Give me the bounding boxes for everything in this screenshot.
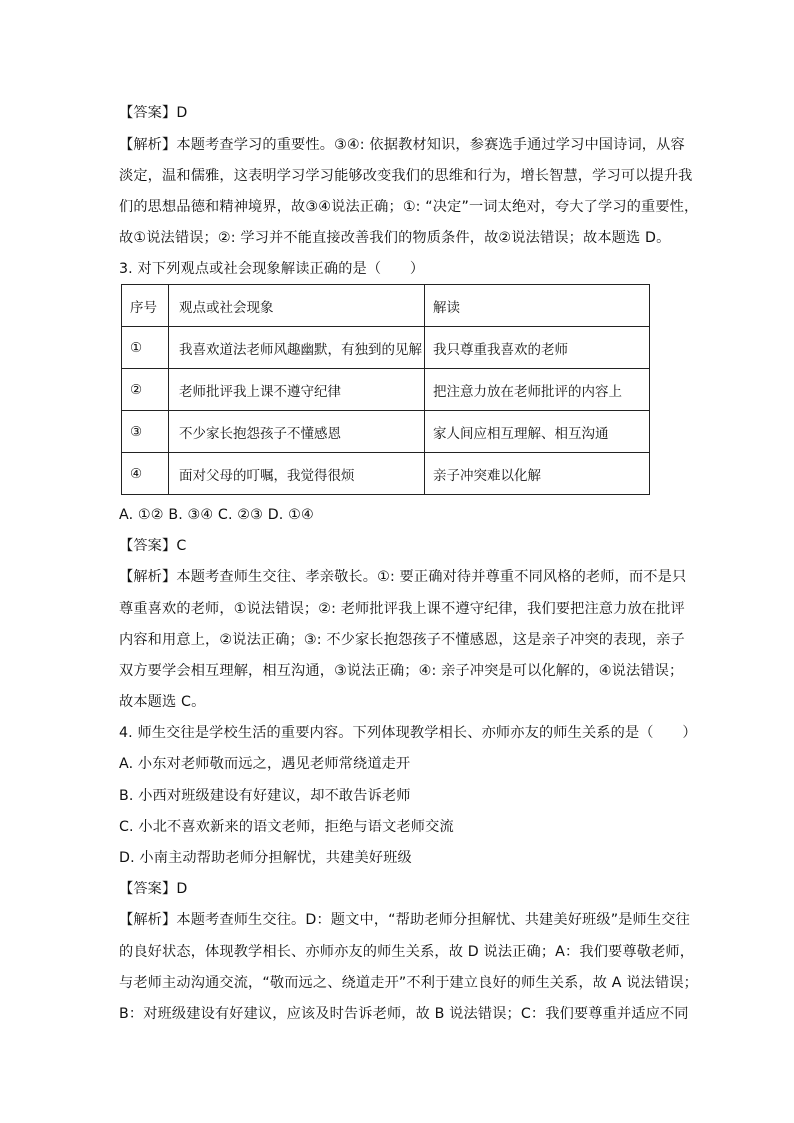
table-header-cell: 观点或社会现象 xyxy=(169,285,425,327)
q3-analysis-line-3: 内容和用意上，②说法正确；③: 不少家长抱怨孩子不懂感恩，这是亲子冲突的表现，亲子 xyxy=(119,632,685,648)
table-row xyxy=(122,411,650,453)
table-cell-explanation: 把注意力放在老师批评的内容上 xyxy=(425,369,650,411)
q3-analysis-line-4: 双方要学会相互理解，相互沟通，③说法正确；④: 亲子冲突是可以化解的，④说法错误； xyxy=(119,663,684,679)
q3-table xyxy=(121,284,650,495)
table-header-cell: 序号 xyxy=(122,285,169,327)
table-header-cell: 解读 xyxy=(425,285,650,327)
q3-options: A. ①② B. ③④ C. ②③ D. ①④ xyxy=(119,507,314,523)
q4-analysis-line-1: 【解析】本题考查师生交往。D：题文中，“帮助老师分担解忧、共建美好班级”是师生交往 xyxy=(119,912,690,928)
table-cell-explanation: 我只尊重我喜欢的老师 xyxy=(425,327,650,369)
q4-stem: 4. 师生交往是学校生活的重要内容。下列体现教学相长、亦师亦友的师生关系的是（ ） xyxy=(119,725,697,741)
table-cell-view: 不少家长抱怨孩子不懂感恩 xyxy=(169,411,425,453)
q3-answer: 【答案】C xyxy=(119,538,187,554)
q4-analysis-line-3: 与老师主动沟通交流，“敬而远之、绕道走开”不利于建立良好的师生关系，故 A 说法错误； xyxy=(119,975,699,991)
q3-analysis-line-5: 故本题选 C。 xyxy=(119,694,206,710)
table-cell-number: ③ xyxy=(122,411,169,453)
q4-answer: 【答案】D xyxy=(119,881,188,897)
table-cell-number: ① xyxy=(122,327,169,369)
table-cell-number: ④ xyxy=(122,453,169,495)
q4-analysis-line-4: B：对班级建设有好建议，应该及时告诉老师，故 B 说法错误；C：我们要尊重并适应不同 xyxy=(119,1006,689,1022)
table-row xyxy=(122,369,650,411)
table-cell-view: 老师批评我上课不遵守纪律 xyxy=(169,369,425,411)
q4-option-d: D. 小南主动帮助老师分担解忧，共建美好班级 xyxy=(119,850,412,866)
table-cell-view: 面对父母的叮嘱，我觉得很烦 xyxy=(169,453,425,495)
table-cell-number: ② xyxy=(122,369,169,411)
q2-analysis-line-1: 【解析】本题考查学习的重要性。③④: 依据教材知识，参赛选手通过学习中国诗词，从容 xyxy=(119,137,685,153)
q3-analysis-line-1: 【解析】本题考查师生交往、孝亲敬长。①: 要正确对待并尊重不同风格的老师，而不是只 xyxy=(119,569,687,585)
table-row xyxy=(122,453,650,495)
q2-analysis-line-4: 故①说法错误；②: 学习并不能直接改善我们的物质条件，故②说法错误；故本题选 D。 xyxy=(119,230,671,246)
table-cell-explanation: 亲子冲突难以化解 xyxy=(425,453,650,495)
q3-analysis-line-2: 尊重喜欢的老师，①说法错误；②: 老师批评我上课不遵守纪律，我们要把注意力放在批评 xyxy=(119,601,685,617)
q2-analysis-line-3: 们的思想品德和精神境界，故③④说法正确；①: “决定”一词太绝对，夸大了学习的重要性， xyxy=(119,199,699,215)
q4-option-c: C. 小北不喜欢新来的语文老师，拒绝与语文老师交流 xyxy=(119,819,454,835)
table-header-row xyxy=(122,285,650,327)
q4-analysis-line-2: 的良好状态，体现教学相长、亦师亦友的师生关系，故 D 说法正确；A：我们要尊敬老师， xyxy=(119,944,695,960)
q3-stem: 3. 对下列观点或社会现象解读正确的是（ ） xyxy=(119,261,425,277)
table-cell-view: 我喜欢道法老师风趣幽默，有独到的见解 xyxy=(169,327,425,369)
q2-answer: 【答案】D xyxy=(119,105,188,121)
q4-option-a: A. 小东对老师敬而远之，遇见老师常绕道走开 xyxy=(119,756,411,772)
table-row xyxy=(122,327,650,369)
table-cell-explanation: 家人间应相互理解、相互沟通 xyxy=(425,411,650,453)
q2-analysis-line-2: 淡定，温和儒雅，这表明学习学习能够改变我们的思维和行为，增长智慧，学习可以提升我 xyxy=(119,168,693,184)
q4-option-b: B. 小西对班级建设有好建议，却不敢告诉老师 xyxy=(119,788,411,804)
